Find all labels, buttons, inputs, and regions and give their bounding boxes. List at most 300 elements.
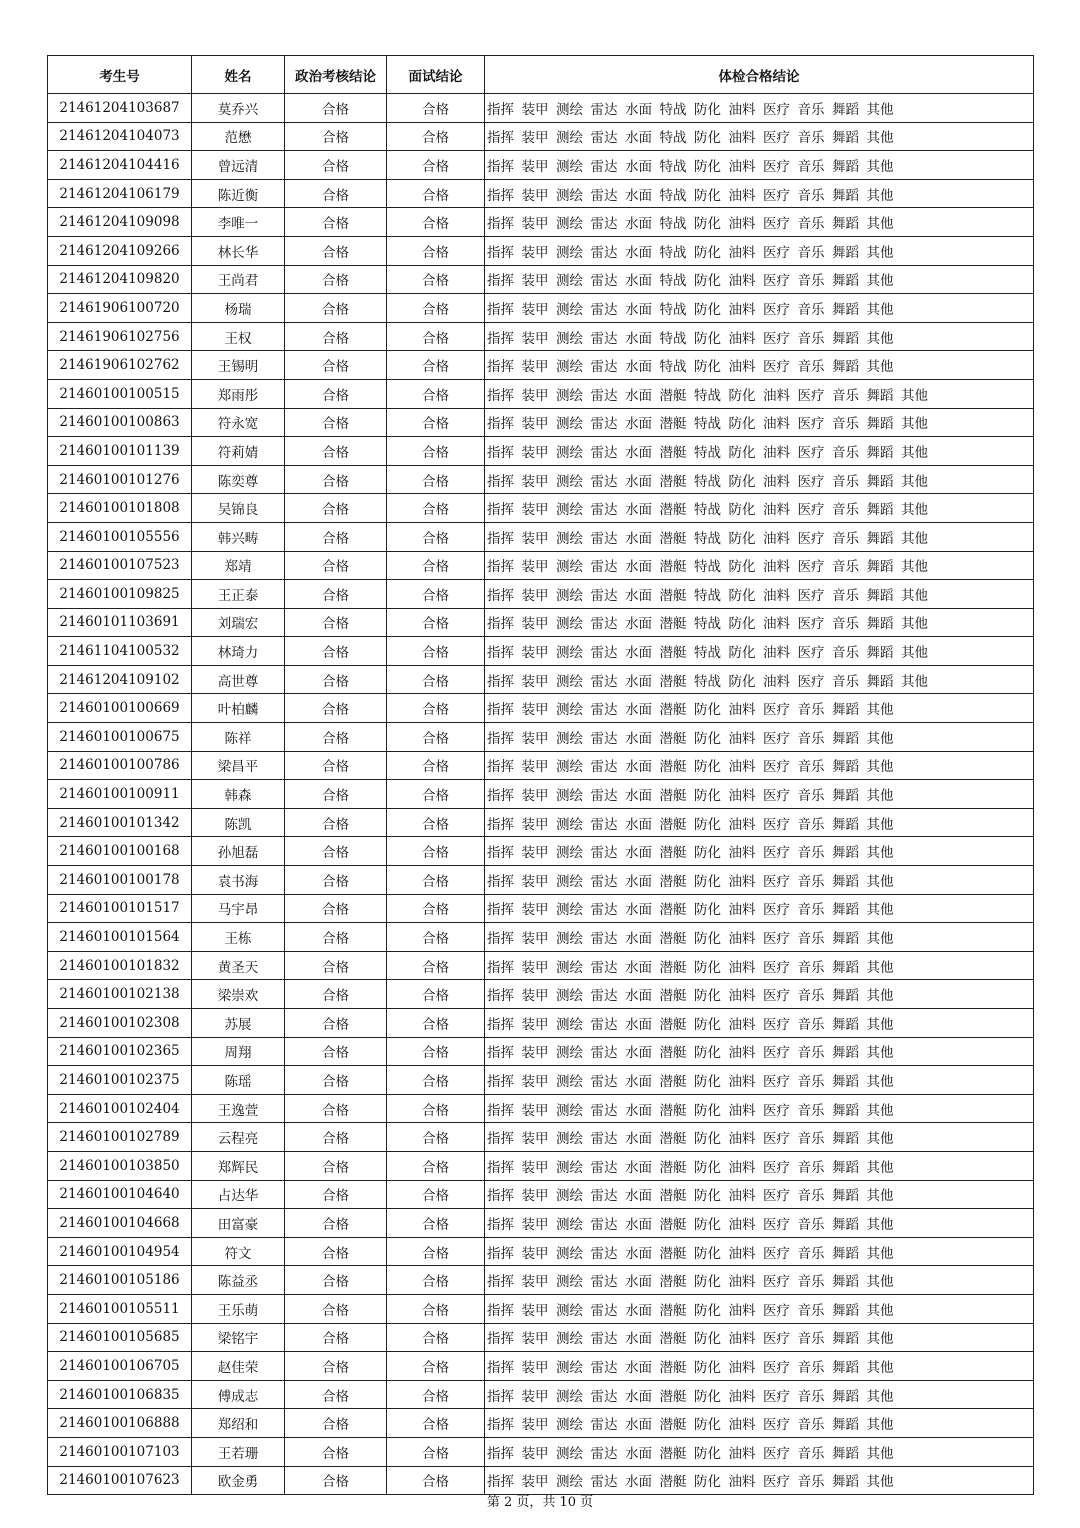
qualified-category: 特战: [694, 502, 721, 519]
qualified-category: 油料: [728, 959, 756, 976]
qualified-category: 音乐: [832, 559, 859, 576]
qualified-category: 音乐: [832, 444, 859, 461]
qualified-category: 其他: [866, 359, 894, 376]
qualified-category: 其他: [866, 730, 894, 747]
qualified-category: 防化: [694, 988, 721, 1005]
qualified-category: 其他: [866, 330, 894, 347]
qualified-category: 其他: [866, 273, 894, 290]
qualified-category: 油料: [728, 1245, 756, 1262]
qualified-category: 其他: [866, 301, 894, 318]
cell-interview-result: 合格: [387, 923, 485, 952]
cell-name: 傅成志: [192, 1380, 285, 1409]
qualified-category: 装甲: [521, 1131, 549, 1148]
qualified-category: 潜艇: [659, 1102, 687, 1119]
cell-interview-result: 合格: [387, 122, 485, 151]
cell-interview-result: 合格: [387, 1237, 485, 1266]
cell-name: 刘瑞宏: [192, 608, 285, 637]
qualified-category: 装甲: [521, 1302, 549, 1319]
qualified-category: 雷达: [590, 330, 618, 347]
cell-name: 莫乔兴: [192, 94, 285, 123]
cell-name: 林长华: [192, 236, 285, 265]
qualified-category: 装甲: [521, 244, 549, 261]
qualified-category: 防化: [694, 959, 721, 976]
qualified-category: 音乐: [832, 387, 859, 404]
qualified-category: 其他: [901, 530, 928, 547]
qualified-category: 雷达: [590, 1417, 618, 1434]
qualified-category: 油料: [728, 1045, 756, 1062]
qualified-category: 指挥: [487, 1274, 514, 1291]
cell-candidate-id: 21461204109266: [48, 236, 192, 265]
qualified-category: 装甲: [521, 101, 549, 118]
cell-political-review: 合格: [285, 580, 387, 609]
qualified-category: 特战: [659, 273, 687, 290]
qualified-category: 水面: [625, 616, 652, 633]
qualified-category: 医疗: [763, 273, 790, 290]
table-row: [48, 122, 1034, 151]
qualified-category: 医疗: [797, 473, 825, 490]
cell-interview-result: 合格: [387, 723, 485, 752]
qualified-category: 雷达: [590, 473, 618, 490]
qualified-category: 指挥: [487, 959, 514, 976]
table-row: [48, 923, 1034, 952]
qualified-category: 音乐: [797, 1159, 825, 1176]
cell-name: 吴锦良: [192, 494, 285, 523]
qualified-category: 油料: [728, 730, 756, 747]
qualified-category: 雷达: [590, 1302, 618, 1319]
table-row: [48, 694, 1034, 723]
cell-candidate-id: 21460100106705: [48, 1352, 192, 1381]
qualified-category: 潜艇: [659, 730, 687, 747]
qualified-category: 雷达: [590, 444, 618, 461]
qualified-category: 水面: [625, 502, 652, 519]
cell-candidate-id: 21460100102365: [48, 1037, 192, 1066]
qualified-category: 音乐: [797, 301, 825, 318]
cell-physical-exam-result: [485, 179, 1034, 208]
qualified-category: 防化: [728, 616, 756, 633]
qualified-category: 测绘: [556, 1016, 583, 1033]
cell-physical-exam-result: [485, 551, 1034, 580]
cell-name: 袁书海: [192, 866, 285, 895]
qualified-category: 舞蹈: [832, 959, 859, 976]
qualified-category: 雷达: [590, 187, 618, 204]
qualified-category: 指挥: [487, 1016, 514, 1033]
qualified-category: 水面: [625, 1045, 652, 1062]
table-row: [48, 1437, 1034, 1466]
cell-political-review: 合格: [285, 1409, 387, 1438]
qualified-category: 测绘: [556, 559, 583, 576]
table-row: [48, 1151, 1034, 1180]
cell-physical-exam-result: [485, 1323, 1034, 1352]
qualified-category: 测绘: [556, 931, 583, 948]
qualified-category: 指挥: [487, 902, 514, 919]
qualified-category: 舞蹈: [832, 1302, 859, 1319]
qualified-category: 测绘: [556, 702, 583, 719]
cell-interview-result: 合格: [387, 465, 485, 494]
qualified-category: 装甲: [521, 416, 549, 433]
qualified-category: 雷达: [590, 1359, 618, 1376]
cell-name: 陈祥: [192, 723, 285, 752]
qualified-category: 装甲: [521, 559, 549, 576]
cell-name: 陈近衡: [192, 179, 285, 208]
qualified-category: 防化: [728, 387, 756, 404]
qualified-category: 其他: [866, 130, 894, 147]
qualified-category: 医疗: [797, 530, 825, 547]
table-body: [48, 94, 1034, 1495]
qualified-category: 测绘: [556, 158, 583, 175]
qualified-category: 其他: [866, 1474, 894, 1491]
cell-political-review: 合格: [285, 751, 387, 780]
qualified-category: 舞蹈: [866, 502, 894, 519]
qualified-category: 舞蹈: [832, 702, 859, 719]
qualified-category: 舞蹈: [832, 759, 859, 776]
qualified-category: 防化: [694, 1331, 721, 1348]
cell-physical-exam-result: [485, 608, 1034, 637]
qualified-category: 防化: [694, 359, 721, 376]
cell-name: 王权: [192, 322, 285, 351]
qualified-category: 音乐: [797, 702, 825, 719]
qualified-category: 油料: [728, 330, 756, 347]
qualified-category: 装甲: [521, 359, 549, 376]
qualified-category: 防化: [728, 587, 756, 604]
qualified-category: 特战: [659, 187, 687, 204]
qualified-category: 医疗: [763, 873, 790, 890]
qualified-category: 防化: [694, 873, 721, 890]
cell-candidate-id: 21460100100515: [48, 379, 192, 408]
qualified-category: 水面: [625, 444, 652, 461]
qualified-category: 舞蹈: [866, 444, 894, 461]
table-row: [48, 1009, 1034, 1038]
qualified-category: 医疗: [763, 845, 790, 862]
table-row: [48, 780, 1034, 809]
qualified-category: 潜艇: [659, 673, 687, 690]
qualified-category: 医疗: [763, 130, 790, 147]
qualified-category: 测绘: [556, 301, 583, 318]
cell-candidate-id: 21460100100168: [48, 837, 192, 866]
cell-name: 曾远清: [192, 151, 285, 180]
qualified-category: 医疗: [763, 1359, 790, 1376]
cell-political-review: 合格: [285, 1323, 387, 1352]
cell-candidate-id: 21460100104954: [48, 1237, 192, 1266]
cell-physical-exam-result: [485, 1009, 1034, 1038]
cell-physical-exam-result: [485, 866, 1034, 895]
qualified-category: 防化: [694, 1073, 721, 1090]
cell-interview-result: 合格: [387, 1437, 485, 1466]
table-row: [48, 951, 1034, 980]
qualified-category: 医疗: [763, 988, 790, 1005]
qualified-category: 其他: [866, 158, 894, 175]
cell-name: 韩森: [192, 780, 285, 809]
qualified-category: 测绘: [556, 673, 583, 690]
qualified-category: 指挥: [487, 158, 514, 175]
cell-candidate-id: 21460100105186: [48, 1266, 192, 1295]
qualified-category: 水面: [625, 673, 652, 690]
qualified-category: 水面: [625, 1188, 652, 1205]
qualified-category: 油料: [728, 1131, 756, 1148]
qualified-category: 指挥: [487, 1073, 514, 1090]
qualified-category: 舞蹈: [866, 387, 894, 404]
cell-interview-result: 合格: [387, 637, 485, 666]
qualified-category: 潜艇: [659, 1016, 687, 1033]
qualified-category: 测绘: [556, 616, 583, 633]
cell-name: 李唯一: [192, 208, 285, 237]
qualified-category: 雷达: [590, 216, 618, 233]
cell-interview-result: 合格: [387, 379, 485, 408]
qualified-category: 防化: [728, 444, 756, 461]
qualified-category: 潜艇: [659, 587, 687, 604]
table-row: [48, 351, 1034, 380]
qualified-category: 装甲: [521, 645, 549, 662]
qualified-category: 雷达: [590, 873, 618, 890]
qualified-category: 油料: [728, 788, 756, 805]
cell-name: 梁铭宇: [192, 1323, 285, 1352]
cell-candidate-id: 21461104100532: [48, 637, 192, 666]
qualified-category: 防化: [694, 1016, 721, 1033]
cell-name: 叶柏麟: [192, 694, 285, 723]
qualified-category: 防化: [694, 788, 721, 805]
qualified-category: 测绘: [556, 845, 583, 862]
qualified-category: 雷达: [590, 645, 618, 662]
qualified-category: 其他: [901, 673, 928, 690]
cell-interview-result: 合格: [387, 151, 485, 180]
qualified-category: 指挥: [487, 1045, 514, 1062]
cell-candidate-id: 21460100101276: [48, 465, 192, 494]
qualified-category: 防化: [694, 1159, 721, 1176]
qualified-category: 防化: [694, 902, 721, 919]
qualified-category: 潜艇: [659, 1331, 687, 1348]
qualified-category: 防化: [694, 101, 721, 118]
qualified-category: 装甲: [521, 1073, 549, 1090]
qualified-category: 装甲: [521, 587, 549, 604]
qualified-category: 舞蹈: [866, 530, 894, 547]
cell-physical-exam-result: [485, 1352, 1034, 1381]
table-row: [48, 151, 1034, 180]
cell-candidate-id: 21460100104668: [48, 1209, 192, 1238]
cell-political-review: 合格: [285, 351, 387, 380]
qualified-category: 潜艇: [659, 788, 687, 805]
qualified-category: 防化: [728, 645, 756, 662]
qualified-category: 测绘: [556, 959, 583, 976]
qualified-category: 音乐: [832, 502, 859, 519]
qualified-category: 测绘: [556, 1445, 583, 1462]
qualified-category: 其他: [866, 988, 894, 1005]
cell-name: 郑雨彤: [192, 379, 285, 408]
qualified-category: 指挥: [487, 873, 514, 890]
cell-political-review: 合格: [285, 1209, 387, 1238]
qualified-category: 油料: [728, 1188, 756, 1205]
qualified-category: 舞蹈: [832, 130, 859, 147]
qualified-category: 医疗: [797, 673, 825, 690]
cell-physical-exam-result: [485, 837, 1034, 866]
cell-political-review: 合格: [285, 837, 387, 866]
cell-physical-exam-result: [485, 236, 1034, 265]
qualified-category: 水面: [625, 330, 652, 347]
qualified-category: 其他: [866, 1331, 894, 1348]
table-row: [48, 1066, 1034, 1095]
cell-candidate-id: 21460100105685: [48, 1323, 192, 1352]
cell-interview-result: 合格: [387, 94, 485, 123]
qualified-category: 医疗: [763, 1102, 790, 1119]
cell-name: 王若珊: [192, 1437, 285, 1466]
cell-candidate-id: 21460100100863: [48, 408, 192, 437]
cell-candidate-id: 21460101103691: [48, 608, 192, 637]
qualified-category: 音乐: [797, 130, 825, 147]
qualified-category: 装甲: [521, 1474, 549, 1491]
qualified-category: 油料: [763, 473, 790, 490]
qualified-category: 其他: [901, 587, 928, 604]
cell-candidate-id: 21461204109102: [48, 665, 192, 694]
qualified-category: 测绘: [556, 530, 583, 547]
qualified-category: 医疗: [763, 1045, 790, 1062]
qualified-category: 其他: [866, 1417, 894, 1434]
qualified-category: 指挥: [487, 788, 514, 805]
qualified-category: 潜艇: [659, 759, 687, 776]
qualified-category: 潜艇: [659, 988, 687, 1005]
cell-name: 陈奕尊: [192, 465, 285, 494]
cell-candidate-id: 21461204106179: [48, 179, 192, 208]
qualified-category: 防化: [694, 702, 721, 719]
qualified-category: 舞蹈: [832, 931, 859, 948]
table-row: [48, 1237, 1034, 1266]
qualified-category: 指挥: [487, 473, 514, 490]
qualified-category: 舞蹈: [832, 101, 859, 118]
cell-candidate-id: 21460100100669: [48, 694, 192, 723]
qualified-category: 水面: [625, 216, 652, 233]
cell-interview-result: 合格: [387, 1009, 485, 1038]
cell-physical-exam-result: [485, 923, 1034, 952]
qualified-category: 测绘: [556, 1159, 583, 1176]
cell-political-review: 合格: [285, 1294, 387, 1323]
qualified-category: 潜艇: [659, 1417, 687, 1434]
qualified-category: 水面: [625, 702, 652, 719]
cell-political-review: 合格: [285, 723, 387, 752]
qualified-category: 其他: [866, 1274, 894, 1291]
qualified-category: 装甲: [521, 1331, 549, 1348]
cell-name: 王栋: [192, 923, 285, 952]
cell-interview-result: 合格: [387, 808, 485, 837]
qualified-category: 舞蹈: [832, 1016, 859, 1033]
qualified-category: 防化: [694, 1388, 721, 1405]
qualified-category: 医疗: [763, 759, 790, 776]
cell-political-review: 合格: [285, 208, 387, 237]
qualified-category: 指挥: [487, 1331, 514, 1348]
cell-political-review: 合格: [285, 1066, 387, 1095]
header-name: 姓名: [192, 56, 285, 94]
qualified-category: 舞蹈: [832, 1417, 859, 1434]
qualified-category: 装甲: [521, 1417, 549, 1434]
qualified-category: 雷达: [590, 673, 618, 690]
qualified-category: 特战: [659, 130, 687, 147]
qualified-category: 其他: [901, 473, 928, 490]
table-row: [48, 1266, 1034, 1295]
qualified-category: 水面: [625, 130, 652, 147]
cell-political-review: 合格: [285, 951, 387, 980]
cell-political-review: 合格: [285, 437, 387, 466]
table-row: [48, 437, 1034, 466]
cell-political-review: 合格: [285, 694, 387, 723]
qualified-category: 防化: [694, 1417, 721, 1434]
qualified-category: 测绘: [556, 730, 583, 747]
cell-interview-result: 合格: [387, 694, 485, 723]
table-row: [48, 894, 1034, 923]
qualified-category: 防化: [694, 1131, 721, 1148]
qualified-category: 油料: [728, 130, 756, 147]
qualified-category: 水面: [625, 1331, 652, 1348]
cell-physical-exam-result: [485, 1237, 1034, 1266]
table-row: [48, 465, 1034, 494]
qualified-category: 油料: [728, 873, 756, 890]
cell-physical-exam-result: [485, 1209, 1034, 1238]
qualified-category: 医疗: [797, 387, 825, 404]
qualified-category: 医疗: [763, 1388, 790, 1405]
qualified-category: 特战: [694, 645, 721, 662]
cell-interview-result: 合格: [387, 1323, 485, 1352]
qualified-category: 音乐: [797, 1474, 825, 1491]
qualified-category: 舞蹈: [832, 1131, 859, 1148]
qualified-category: 水面: [625, 988, 652, 1005]
qualified-category: 油料: [728, 1417, 756, 1434]
qualified-category: 油料: [763, 387, 790, 404]
qualified-category: 潜艇: [659, 387, 687, 404]
cell-interview-result: 合格: [387, 1294, 485, 1323]
cell-political-review: 合格: [285, 923, 387, 952]
qualified-category: 音乐: [832, 616, 859, 633]
qualified-category: 潜艇: [659, 1445, 687, 1462]
qualified-category: 水面: [625, 873, 652, 890]
cell-name: 王正泰: [192, 580, 285, 609]
qualified-category: 指挥: [487, 1245, 514, 1262]
qualified-category: 指挥: [487, 587, 514, 604]
qualified-category: 油料: [728, 1159, 756, 1176]
qualified-category: 水面: [625, 587, 652, 604]
qualified-category: 油料: [728, 759, 756, 776]
cell-interview-result: 合格: [387, 294, 485, 323]
cell-political-review: 合格: [285, 494, 387, 523]
qualified-category: 雷达: [590, 702, 618, 719]
table-header: [48, 56, 1034, 94]
qualified-category: 潜艇: [659, 1474, 687, 1491]
qualified-category: 装甲: [521, 959, 549, 976]
qualified-category: 其他: [866, 1216, 894, 1233]
qualified-category: 音乐: [797, 730, 825, 747]
qualified-category: 音乐: [797, 1417, 825, 1434]
qualified-category: 舞蹈: [832, 788, 859, 805]
cell-physical-exam-result: [485, 1123, 1034, 1152]
candidate-table: [47, 55, 1034, 1495]
table-row: [48, 866, 1034, 895]
qualified-category: 装甲: [521, 158, 549, 175]
table-row: [48, 1352, 1034, 1381]
qualified-category: 特战: [694, 444, 721, 461]
qualified-category: 指挥: [487, 645, 514, 662]
qualified-category: 舞蹈: [832, 1474, 859, 1491]
qualified-category: 潜艇: [659, 1159, 687, 1176]
qualified-category: 防化: [694, 816, 721, 833]
qualified-category: 医疗: [763, 330, 790, 347]
cell-physical-exam-result: [485, 465, 1034, 494]
qualified-category: 其他: [866, 816, 894, 833]
qualified-category: 防化: [694, 1302, 721, 1319]
cell-interview-result: 合格: [387, 780, 485, 809]
qualified-category: 医疗: [763, 101, 790, 118]
qualified-category: 潜艇: [659, 1188, 687, 1205]
qualified-category: 潜艇: [659, 502, 687, 519]
qualified-category: 其他: [866, 1188, 894, 1205]
qualified-category: 其他: [866, 873, 894, 890]
qualified-category: 医疗: [763, 931, 790, 948]
qualified-category: 医疗: [763, 359, 790, 376]
cell-name: 王逸萱: [192, 1094, 285, 1123]
qualified-category: 指挥: [487, 530, 514, 547]
